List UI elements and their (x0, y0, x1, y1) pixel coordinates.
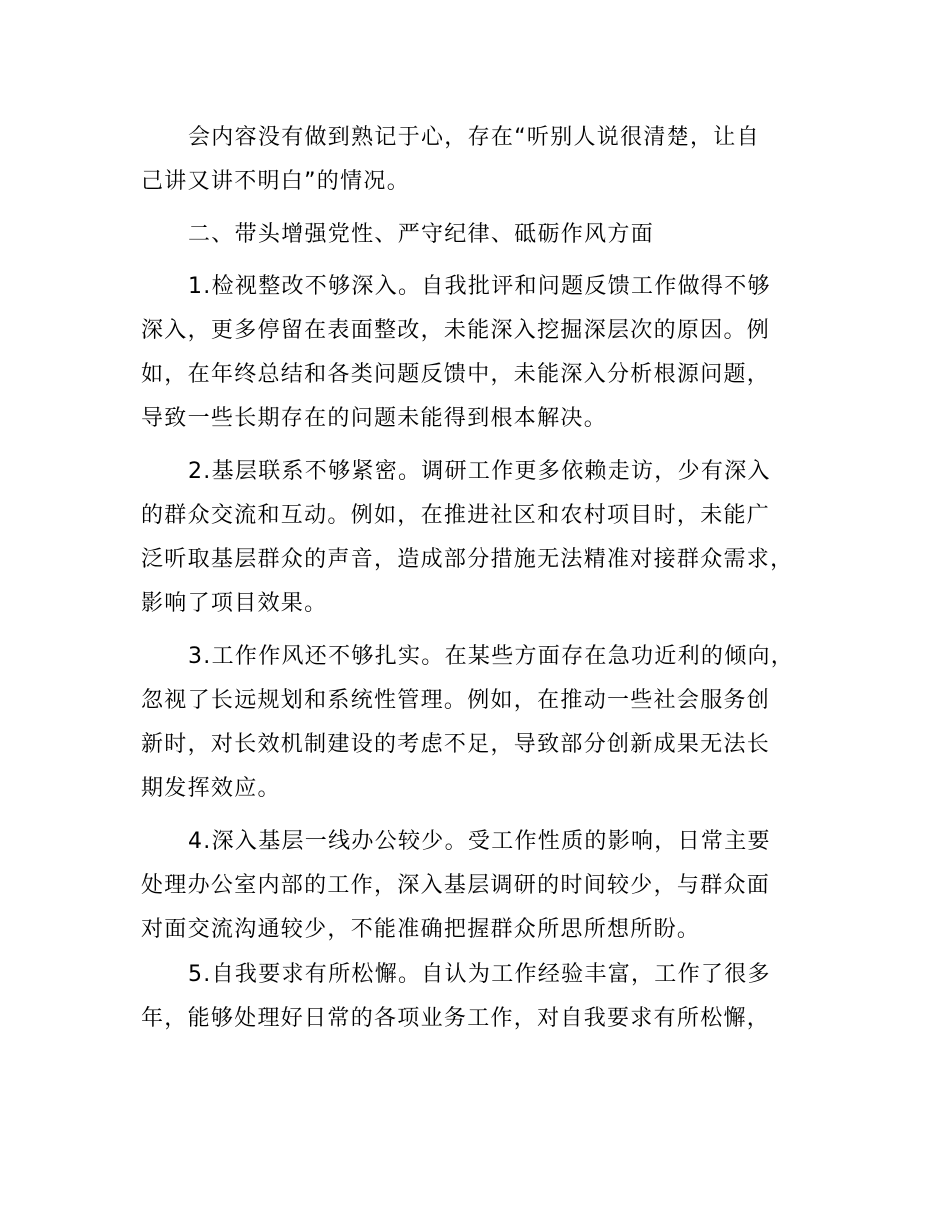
text-line: 影响了项目效果。 (141, 591, 328, 616)
text-line: 新时，对长效机制建设的考虑不足，导致部分创新成果无法长 (141, 732, 771, 757)
text-line: 忽视了长远规划和系统性管理。例如，在推动一些社会服务创 (141, 688, 771, 713)
text-line: 处理办公室内部的工作，深入基层调研的时间较少，与群众面 (141, 873, 771, 898)
text-line: 年，能够处理好日常的各项业务工作，对自我要求有所松懈， (141, 1006, 771, 1031)
text-line: 会内容没有做到熟记于心，存在“听别人说很清楚，让自 (188, 125, 760, 150)
text-line: 己讲又讲不明白”的情况。 (141, 169, 410, 194)
text-line: 深入，更多停留在表面整改，未能深入挖掘深层次的原因。例 (141, 318, 771, 343)
text-line: 对面交流沟通较少，不能准确把握群众所思所想所盼。 (141, 917, 701, 942)
text-line: 1.检视整改不够深入。自我批评和问题反馈工作做得不够 (188, 274, 771, 299)
section-heading: 二、带头增强党性、严守纪律、砥砺作风方面 (188, 222, 655, 247)
text-line: 的群众交流和互动。例如，在推进社区和农村项目时，未能广 (141, 503, 771, 528)
text-line: 泛听取基层群众的声音，造成部分措施无法精准对接群众需求， (141, 547, 794, 572)
text-line: 5.自我要求有所松懈。自认为工作经验丰富，工作了很多 (188, 962, 771, 987)
text-line: 如，在年终总结和各类问题反馈中，未能深入分析根源问题， (141, 362, 771, 387)
text-line: 3.工作作风还不够扎实。在某些方面存在急功近利的倾向， (188, 644, 795, 669)
text-line: 导致一些长期存在的问题未能得到根本解决。 (141, 406, 608, 431)
text-line: 期发挥效应。 (141, 776, 281, 801)
text-line: 4.深入基层一线办公较少。受工作性质的影响，日常主要 (188, 829, 771, 854)
text-line: 2.基层联系不够紧密。调研工作更多依赖走访，少有深入 (188, 459, 771, 484)
